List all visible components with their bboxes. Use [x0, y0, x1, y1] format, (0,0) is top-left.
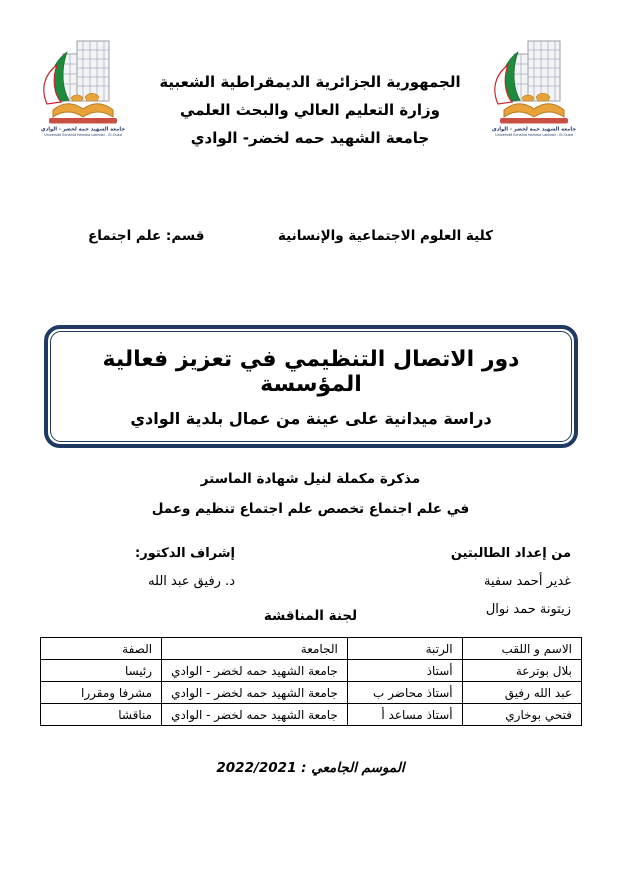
students-heading: من إعداد الطالبتين: [450, 546, 571, 561]
university-logo-icon: [32, 38, 134, 138]
member-university: جامعة الشهيد حمه لخضر - الوادي: [162, 682, 348, 704]
committee-header-row: [41, 638, 582, 660]
university-line: جامعة الشهيد حمه لخضر- الوادي: [190, 129, 430, 147]
col-header-rank: الرتبة: [347, 638, 462, 660]
student-name-1: غدير أحمد سفية: [483, 574, 571, 589]
open-book-shape: [53, 104, 113, 117]
thesis-subtitle: دراسة ميدانية على عينة من عمال بلدية الوادي: [130, 409, 492, 428]
member-rank: أستاذ مساعد أ: [347, 704, 462, 726]
member-name: عبد الله رفيق: [462, 682, 581, 704]
col-header-role: الصفة: [41, 638, 162, 660]
open-book-shape: [504, 104, 564, 117]
col-header-university: الجامعة: [162, 638, 348, 660]
col-header-name: الاسم و اللقب: [462, 638, 581, 660]
memo-description: [0, 464, 621, 524]
university-logo-icon: [483, 38, 585, 138]
table-row: [41, 660, 582, 682]
logo-name-french: Université Echahid Hamma Lakhdar - El-Oued: [495, 133, 573, 137]
academic-year: الموسم الجامعي : 2022/2021: [216, 760, 405, 776]
committee-heading: لجنة المناقشة: [263, 608, 358, 624]
thesis-title: دور الاتصال التنظيمي في تعزيز فعالية المؤسسة: [102, 347, 520, 397]
thesis-title-box-inner: [50, 331, 572, 442]
member-rank: أستاذ: [347, 660, 462, 682]
banner-ribbon: [49, 118, 117, 124]
supervisor-name: د. رفيق عبد الله: [148, 574, 235, 589]
logo-name-arabic: جامعة الشهيد حمه لخضر - الوادي: [491, 126, 577, 133]
member-rank: أستاذ محاضر ب: [347, 682, 462, 704]
table-row: [41, 682, 582, 704]
banner-ribbon: [500, 118, 568, 124]
department-label: قسم: علم اجتماع: [88, 228, 205, 244]
member-name: فتحي بوخاري: [462, 704, 581, 726]
supervisor-block: [55, 540, 235, 596]
table-row: [41, 704, 582, 726]
university-logo-right: [483, 38, 585, 138]
ministry-line: وزارة التعليم العالي والبحث العلمي: [179, 101, 441, 119]
republic-line: الجمهورية الجزائرية الديمقراطية الشعبية: [159, 73, 461, 91]
logo-name-french: Université Echahid Hamma Lakhdar - El-Oued: [44, 133, 122, 137]
government-header: [150, 68, 470, 152]
thesis-title-box: [44, 325, 578, 448]
university-logo-left: [32, 38, 134, 138]
member-university: جامعة الشهيد حمه لخضر - الوادي: [162, 660, 348, 682]
faculty-label: كلية العلوم الاجتماعية والإنسانية: [277, 228, 493, 244]
memo-line-degree: مذكرة مكملة لنيل شهادة الماستر: [200, 471, 421, 487]
logo-name-arabic: جامعة الشهيد حمه لخضر - الوادي: [40, 126, 126, 133]
supervisor-heading: إشراف الدكتور:: [135, 546, 235, 561]
member-university: جامعة الشهيد حمه لخضر - الوادي: [162, 704, 348, 726]
member-role: رئيسا: [41, 660, 162, 682]
member-role: مناقشا: [41, 704, 162, 726]
committee-table: [40, 637, 582, 726]
student-name-2: زيتونة حمد نوال: [485, 602, 571, 617]
memo-line-speciality: في علم اجتماع تخصص علم اجتماع تنظيم وعمل: [151, 501, 470, 517]
member-name: بلال بوترعة: [462, 660, 581, 682]
member-role: مشرفا ومقررا: [41, 682, 162, 704]
